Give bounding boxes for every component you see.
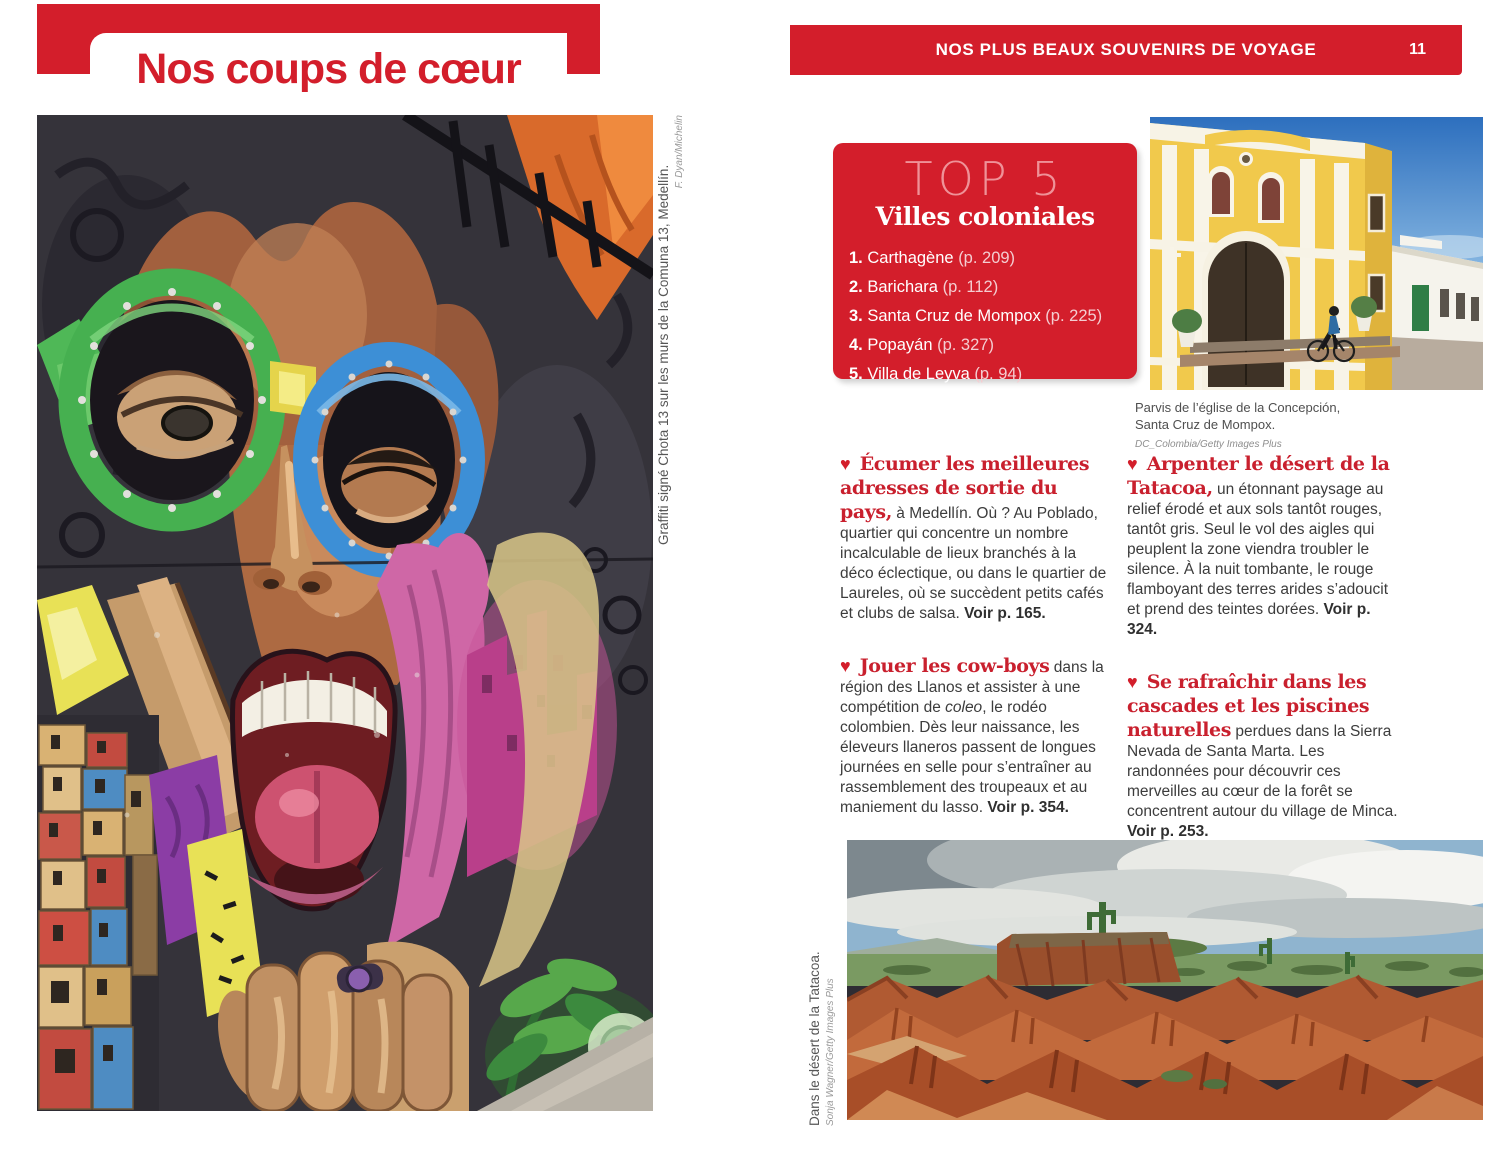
item-name: Santa Cruz de Mompox (867, 307, 1041, 325)
page-title: Nos coups de cœur (136, 44, 521, 93)
highlight-body: à Medellín. Où ? Au Poblado, quartier qui concentre un nombre incalculable de lieux branchés à la déco éclectique, ou dans le quartier de Laureles, où se succèdent petits cafés et clubs de salsa. (840, 505, 1107, 622)
highlight-item (1127, 670, 1401, 842)
church-caption-line2: Santa Cruz de Mompox. (1135, 417, 1276, 432)
highlight-body-italic: coleo (945, 699, 983, 716)
desert-illustration (847, 840, 1483, 1120)
item-number: 5. (849, 365, 863, 383)
item-page-ref: (p. 225) (1045, 307, 1103, 325)
highlight-page-ref: Voir p. 354. (987, 799, 1069, 816)
highlight-item (840, 654, 1110, 818)
highlight-body: , le rodéo colombien. Dès leur naissance, les éleveurs llaneros passent de longues journées en selle pour s’entraîner au rassemblement des troupeaux et au maniement du lasso. (840, 699, 1096, 816)
highlights-column-2 (1127, 452, 1401, 872)
left-page-header-box (90, 33, 567, 105)
item-page-ref: (p. 209) (958, 249, 1016, 267)
top5-subtitle: Villes coloniales (875, 202, 1095, 231)
highlight-title: Se rafraîchir dans les cascades et les piscines naturelles (1127, 671, 1370, 741)
desert-caption-credit: Sonja Wagner/Getty Images Plus (825, 978, 836, 1126)
church-caption (1135, 399, 1475, 453)
graffiti-illustration (37, 115, 653, 1111)
item-page-ref: (p. 94) (974, 365, 1023, 383)
heart-icon: ♥ (840, 454, 851, 474)
graffiti-caption-text: Graffiti signé Chota 13 sur les murs de la Comuna 13, Medellín. (656, 164, 671, 545)
graffiti-caption (655, 115, 705, 545)
highlight-item (1127, 452, 1401, 640)
running-head: NOS PLUS BEAUX SOUVENIRS DE VOYAGE (935, 40, 1317, 59)
desert-caption-text: Dans le désert de la Tatacoa. (807, 951, 822, 1126)
highlight-title: Arpenter le désert de la Tatacoa, (1127, 453, 1390, 499)
highlight-page-ref: Voir p. 324. (1127, 601, 1371, 638)
item-name: Carthagène (867, 249, 954, 267)
highlight-title: Jouer les cow-boys (859, 655, 1050, 677)
highlight-item (840, 452, 1110, 624)
graffiti-photo (37, 115, 653, 1111)
item-number: 2. (849, 278, 863, 296)
right-page-header-bar (790, 25, 1462, 75)
item-number: 1. (849, 249, 863, 267)
item-name: Popayán (867, 336, 933, 354)
highlight-body: perdues dans la Sierra Nevada de Santa Marta. Les randonnées pour découvrir ces merveilles au cœur de la forêt se concentrent autour du village de Minca. (1127, 723, 1398, 820)
highlight-title: Écumer les meilleures adresses de sortie du pays, (840, 453, 1090, 523)
church-caption-line1: Parvis de l’église de la Concepción, (1135, 400, 1341, 415)
item-name: Barichara (867, 278, 938, 296)
heart-icon: ♥ (1127, 672, 1138, 692)
highlight-body: dans la région des Llanos et assister à une compétition de (840, 659, 1104, 716)
list-item (849, 302, 1137, 331)
top5-box (833, 143, 1137, 383)
left-page-header-banner (37, 4, 600, 93)
highlight-page-ref: Voir p. 165. (964, 605, 1046, 622)
church-illustration (1150, 117, 1483, 390)
item-number: 3. (849, 307, 863, 325)
highlight-page-ref: Voir p. 253. (1127, 823, 1209, 840)
page-number: 11 (1409, 41, 1426, 58)
top5-title: TOP 5 (904, 152, 1066, 206)
list-item (849, 360, 1137, 389)
church-caption-credit: DC_Colombia/Getty Images Plus (1135, 439, 1282, 450)
desert-caption (806, 922, 850, 1126)
heart-icon: ♥ (840, 656, 851, 676)
item-page-ref: (p. 112) (942, 278, 999, 296)
item-name: Villa de Leyva (867, 365, 970, 383)
list-item (849, 331, 1137, 360)
item-number: 4. (849, 336, 863, 354)
list-item (849, 244, 1137, 273)
item-page-ref: (p. 327) (937, 336, 994, 354)
list-item (849, 273, 1137, 302)
highlight-body: un étonnant paysage au relief érodé et aux sols tantôt rouges, tantôt gris. Seul le vol des aigles qui peuplent la zone viendra troubler le silence. À la nuit tombante, le rouge flamboyant des terres arides s’adoucit et prend des teintes dorées. (1127, 481, 1389, 618)
graffiti-caption-credit: F. Dyan/Michelin (674, 115, 685, 189)
highlights-column-1 (840, 452, 1110, 848)
heart-icon: ♥ (1127, 454, 1138, 474)
desert-photo (847, 840, 1483, 1120)
church-photo (1150, 117, 1483, 390)
top5-list (849, 244, 1137, 389)
